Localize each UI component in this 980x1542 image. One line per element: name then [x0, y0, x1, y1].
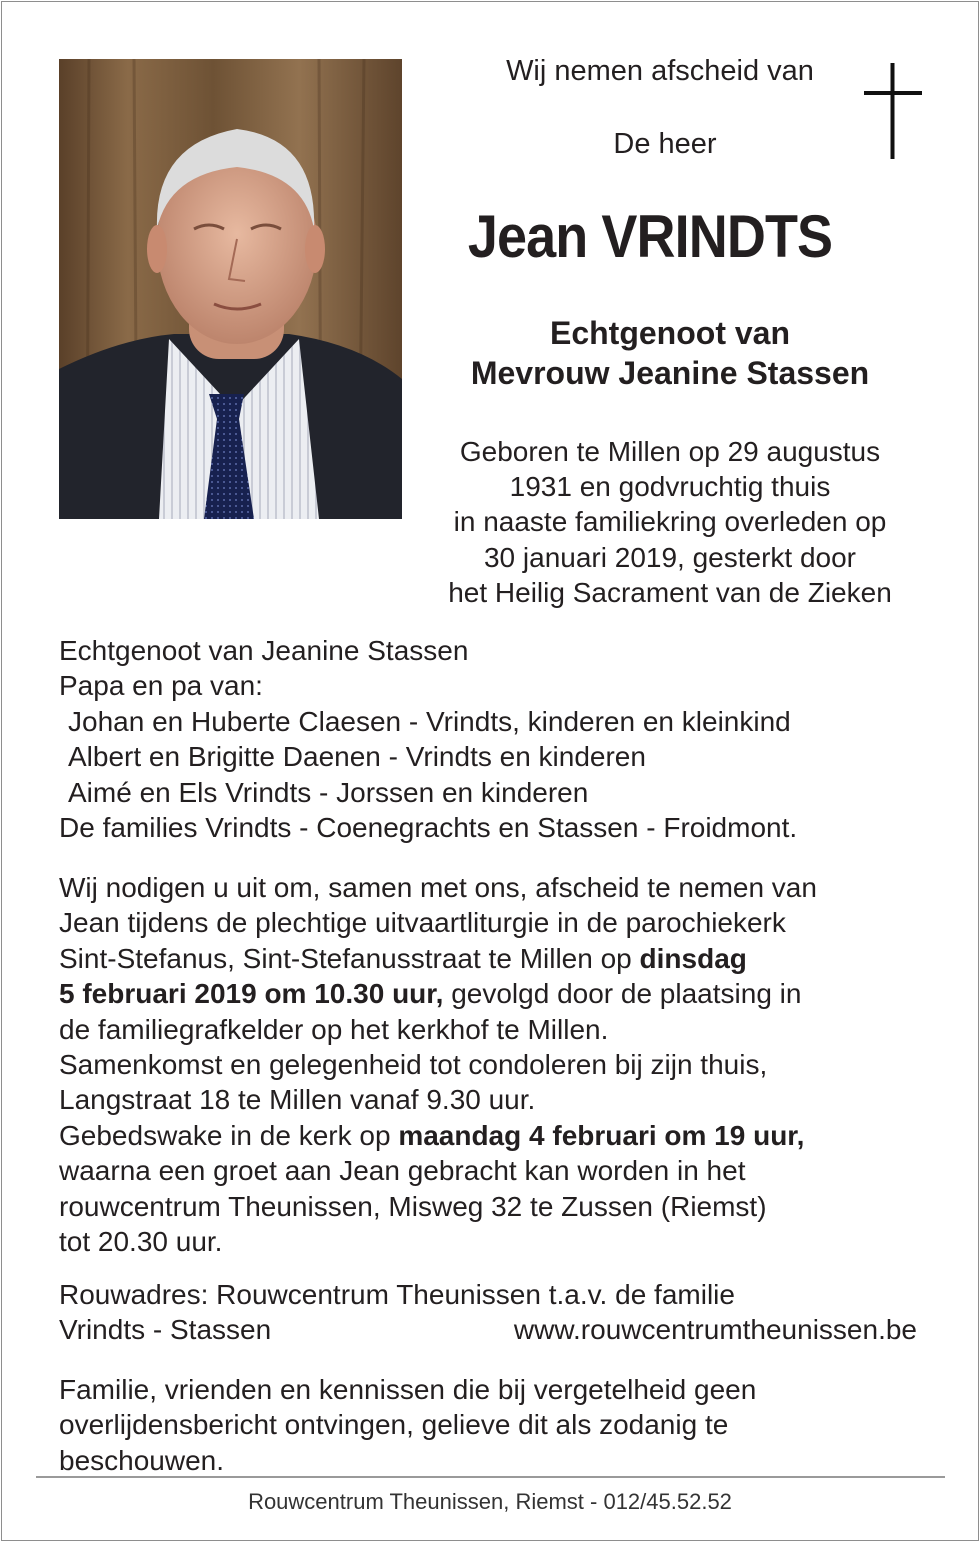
info-line: 1931 en godvruchtig thuis — [509, 471, 831, 503]
website-link[interactable]: www.rouwcentrumtheunissen.be — [513, 1314, 917, 1346]
service-line: rouwcentrum Theunissen, Misweg 32 te Zussen (Riemst) — [59, 1190, 767, 1222]
family-line: De families Vrindts - Coenegrachts en Stassen - Froidmont. — [59, 812, 798, 844]
rouwadres — [59, 1277, 929, 1348]
title-text: De heer — [613, 128, 717, 160]
notice-line: Familie, vrienden en kennissen die bij vergetelheid geen — [59, 1374, 757, 1405]
service-line: tot 20.30 uur. — [59, 1226, 223, 1258]
child-line: Albert en Brigitte Daenen - Vrindts en kinderen — [68, 741, 646, 773]
service-info — [59, 870, 929, 1259]
family-list — [59, 633, 929, 845]
notice-text — [59, 1372, 929, 1478]
footer-divider — [36, 1476, 945, 1478]
child-line: Aimé en Els Vrindts - Jorssen en kinderen — [68, 776, 589, 808]
service-line: Wij nodigen u uit om, samen met ons, afscheid te nemen van — [59, 872, 817, 903]
rouwadres-row — [59, 1312, 917, 1347]
intro-text: Wij nemen afscheid van — [506, 55, 814, 87]
service-line — [59, 1118, 929, 1153]
service-text: Sint-Stefanus, Sint-Stefanusstraat te Millen op — [59, 942, 640, 974]
service-line: Jean tijdens de plechtige uitvaartliturgie in de parochiekerk — [59, 907, 786, 939]
family-line: Echtgenoot van Jeanine Stassen — [59, 635, 469, 666]
service-line — [59, 976, 929, 1011]
service-date-bold: dinsdag — [639, 942, 747, 974]
service-line: Samenkomst en gelegenheid tot condoleren bij zijn thuis, — [59, 1049, 768, 1081]
service-line — [59, 941, 929, 976]
service-text: Gebedswake in de kerk op — [59, 1119, 399, 1151]
family-line: Papa en pa van: — [59, 670, 263, 702]
info-line: in naaste familiekring overleden op — [453, 506, 887, 538]
notice-line: beschouwen. — [59, 1444, 225, 1476]
info-line: Geboren te Millen op 29 augustus — [459, 436, 881, 467]
footer-text: Rouwcentrum Theunissen, Riemst - 012/45.52.52 — [248, 1489, 732, 1514]
deceased-name: Jean VRINDTS — [467, 203, 833, 270]
wake-date-bold: maandag 4 februari om 19 uur, — [398, 1119, 805, 1151]
portrait-photo — [59, 59, 402, 519]
rouwadres-line: Rouwadres: Rouwcentrum Theunissen t.a.v. de familie — [59, 1279, 735, 1310]
notice-line: overlijdensbericht ontvingen, gelieve dit als zodanig te — [59, 1409, 729, 1441]
info-line: 30 januari 2019, gesterkt door — [483, 541, 857, 573]
service-line: Langstraat 18 te Millen vanaf 9.30 uur. — [59, 1084, 536, 1116]
service-text: gevolgd door de plaatsing in — [443, 978, 802, 1010]
service-line: de familiegrafkelder op het kerkhof te Millen. — [59, 1013, 609, 1045]
child-line: Johan en Huberte Claesen - Vrindts, kinderen en kleinkind — [68, 705, 791, 737]
service-date-bold: 5 februari 2019 om 10.30 uur, — [59, 978, 444, 1010]
spouse-heading — [420, 313, 920, 393]
spouse-line: Mevrouw Jeanine Stassen — [470, 355, 870, 391]
service-line: waarna een groet aan Jean gebracht kan worden in het — [59, 1155, 746, 1187]
rouwadres-family: Vrindts - Stassen — [59, 1314, 272, 1346]
spouse-line: Echtgenoot van — [549, 315, 790, 351]
birth-death-info — [400, 434, 940, 610]
info-line: het Heilig Sacrament van de Zieken — [448, 576, 892, 608]
